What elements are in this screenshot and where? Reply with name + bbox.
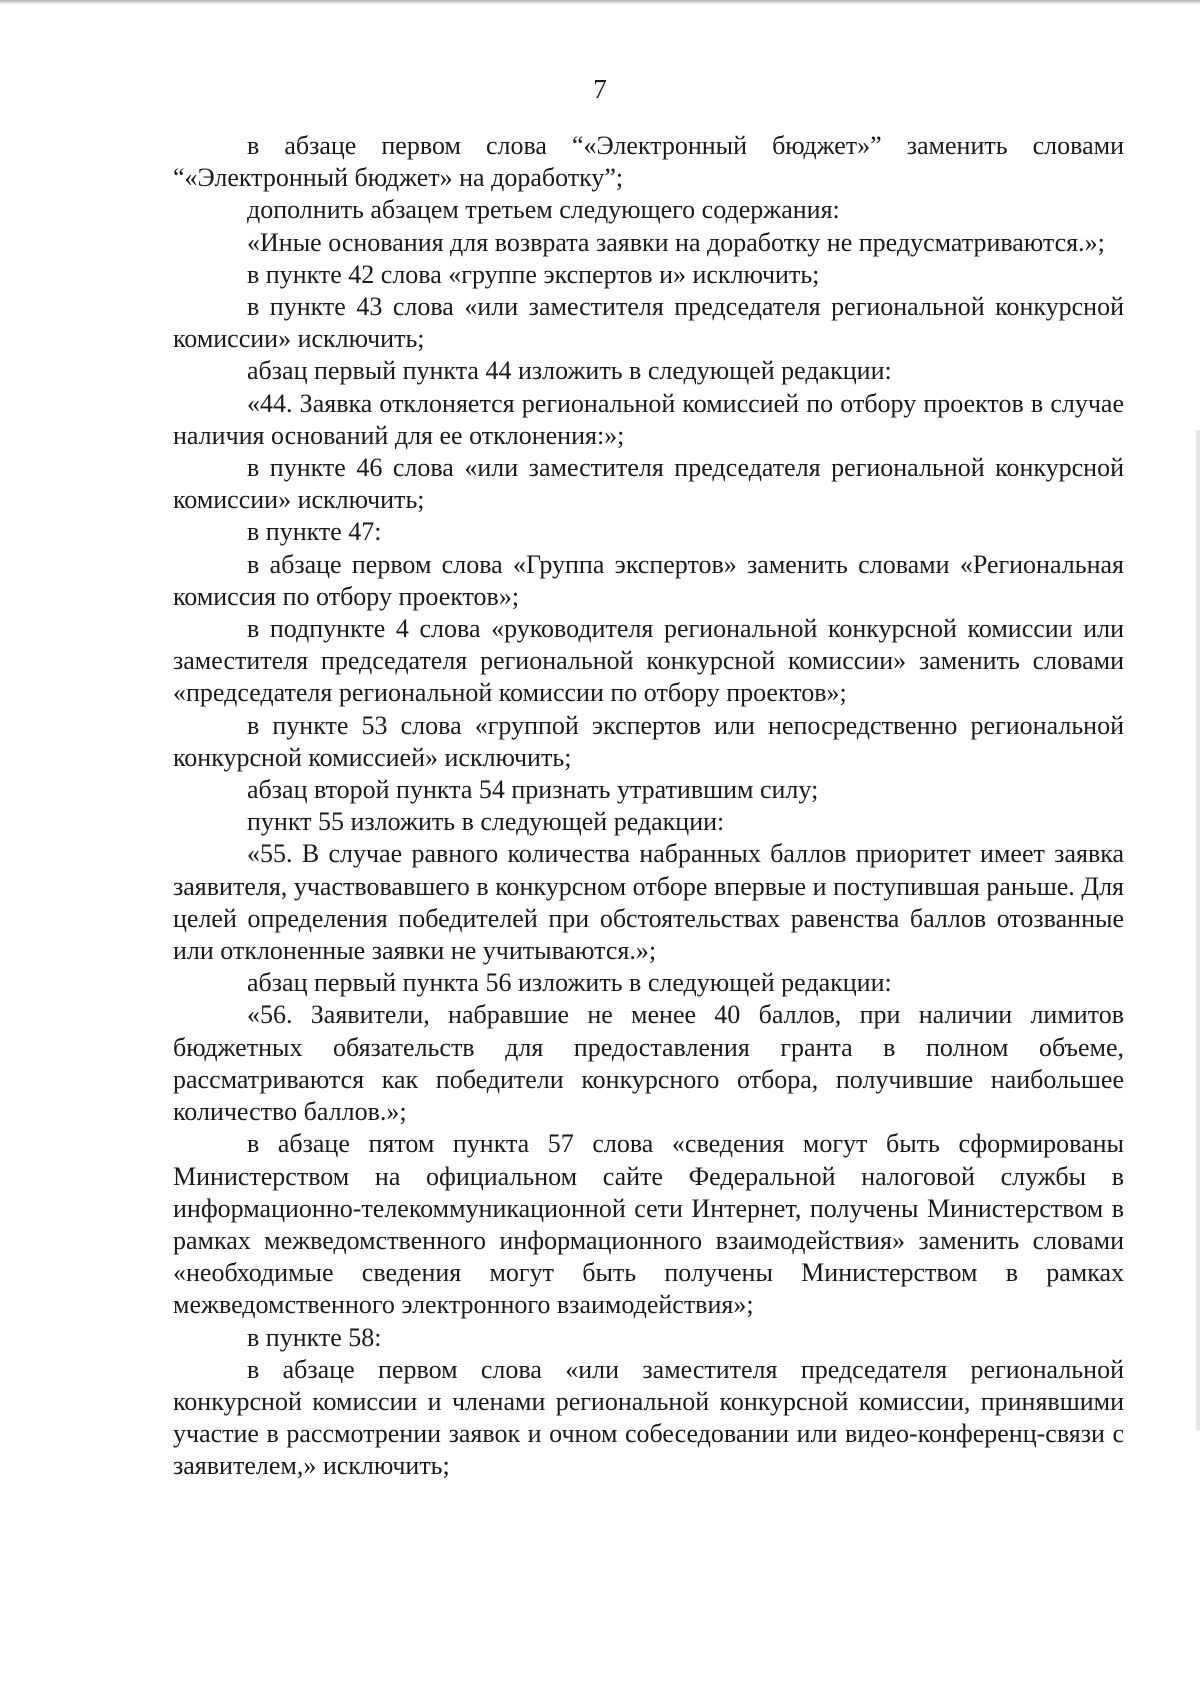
paragraph: «Иные основания для возврата заявки на доработку не предусматриваются.»;: [247, 227, 1105, 257]
page-number: 7: [593, 74, 607, 104]
paragraph: в абзаце первом слова “«Электронный бюджет»” заменить словами “«Электронный бюджет» на доработку”;: [173, 131, 1124, 193]
paragraph: абзац первый пункта 56 изложить в следующей редакции:: [247, 968, 892, 998]
paragraph: «44. Заявка отклоняется региональной комиссией по отбору проектов в случае наличия оснований для ее отклонения:»;: [173, 388, 1124, 450]
scan-edge-top: [0, 0, 1200, 5]
paragraph: в пункте 47:: [247, 517, 382, 547]
paragraph: в пункте 43 слова «или заместителя председателя региональной конкурсной комиссии» исключить;: [173, 292, 1124, 354]
paragraph: абзац второй пункта 54 признать утратившим силу;: [247, 775, 819, 805]
paragraph: в пункте 58:: [247, 1322, 382, 1352]
document-body: [173, 130, 1124, 1483]
paragraph: пункт 55 изложить в следующей редакции:: [247, 807, 725, 837]
paragraph: в абзаце первом слова «Группа экспертов» заменить словами «Региональная комиссия по отбору проектов»;: [173, 549, 1124, 611]
paragraph: в пункте 42 слова «группе экспертов и» исключить;: [247, 259, 820, 289]
paragraph: «55. В случае равного количества набранных баллов приоритет имеет заявка заявителя, участвовавшего в конкурсном отборе впервые и поступившая раньше. Для целей определения победителей при обстоятельствах равенства баллов отозванные или отклоненные заявки не учитываются.»;: [173, 839, 1124, 966]
paragraph: абзац первый пункта 44 изложить в следующей редакции:: [247, 356, 892, 386]
paragraph: в пункте 46 слова «или заместителя председателя региональной конкурсной комиссии» исключить;: [173, 453, 1124, 515]
scan-edge-right: [1196, 430, 1200, 1430]
paragraph: в абзаце пятом пункта 57 слова «сведения могут быть сформированы Министерством на официальном сайте Федеральной налоговой службы в информационно-телекоммуникационной сети Интернет, получены Министерством в рамках межведомственного информационного взаимодействия» заменить словами «необходимые сведения могут быть получены Министерством в рамках межведомственного электронного взаимодействия»;: [173, 1129, 1124, 1320]
paragraph: «56. Заявители, набравшие не менее 40 баллов, при наличии лимитов бюджетных обязательств для предоставления гранта в полном объеме, рассматриваются как победители конкурсного отбора, получившие наибольшее количество баллов.»;: [173, 1000, 1124, 1127]
paragraph: дополнить абзацем третьем следующего содержания:: [247, 195, 840, 225]
paragraph: в абзаце первом слова «или заместителя председателя региональной конкурсной комиссии и членами региональной конкурсной комиссии, принявшими участие в рассмотрении заявок и очном собеседовании или видео-конференц-связи с заявителем,» исключить;: [173, 1354, 1124, 1481]
paragraph: в подпункте 4 слова «руководителя региональной конкурсной комиссии или заместителя председателя региональной конкурсной комиссии» заменить словами «председателя региональной комиссии по отбору проектов»;: [173, 614, 1124, 708]
paragraph: в пункте 53 слова «группой экспертов или непосредственно региональной конкурсной комиссией» исключить;: [173, 710, 1124, 772]
